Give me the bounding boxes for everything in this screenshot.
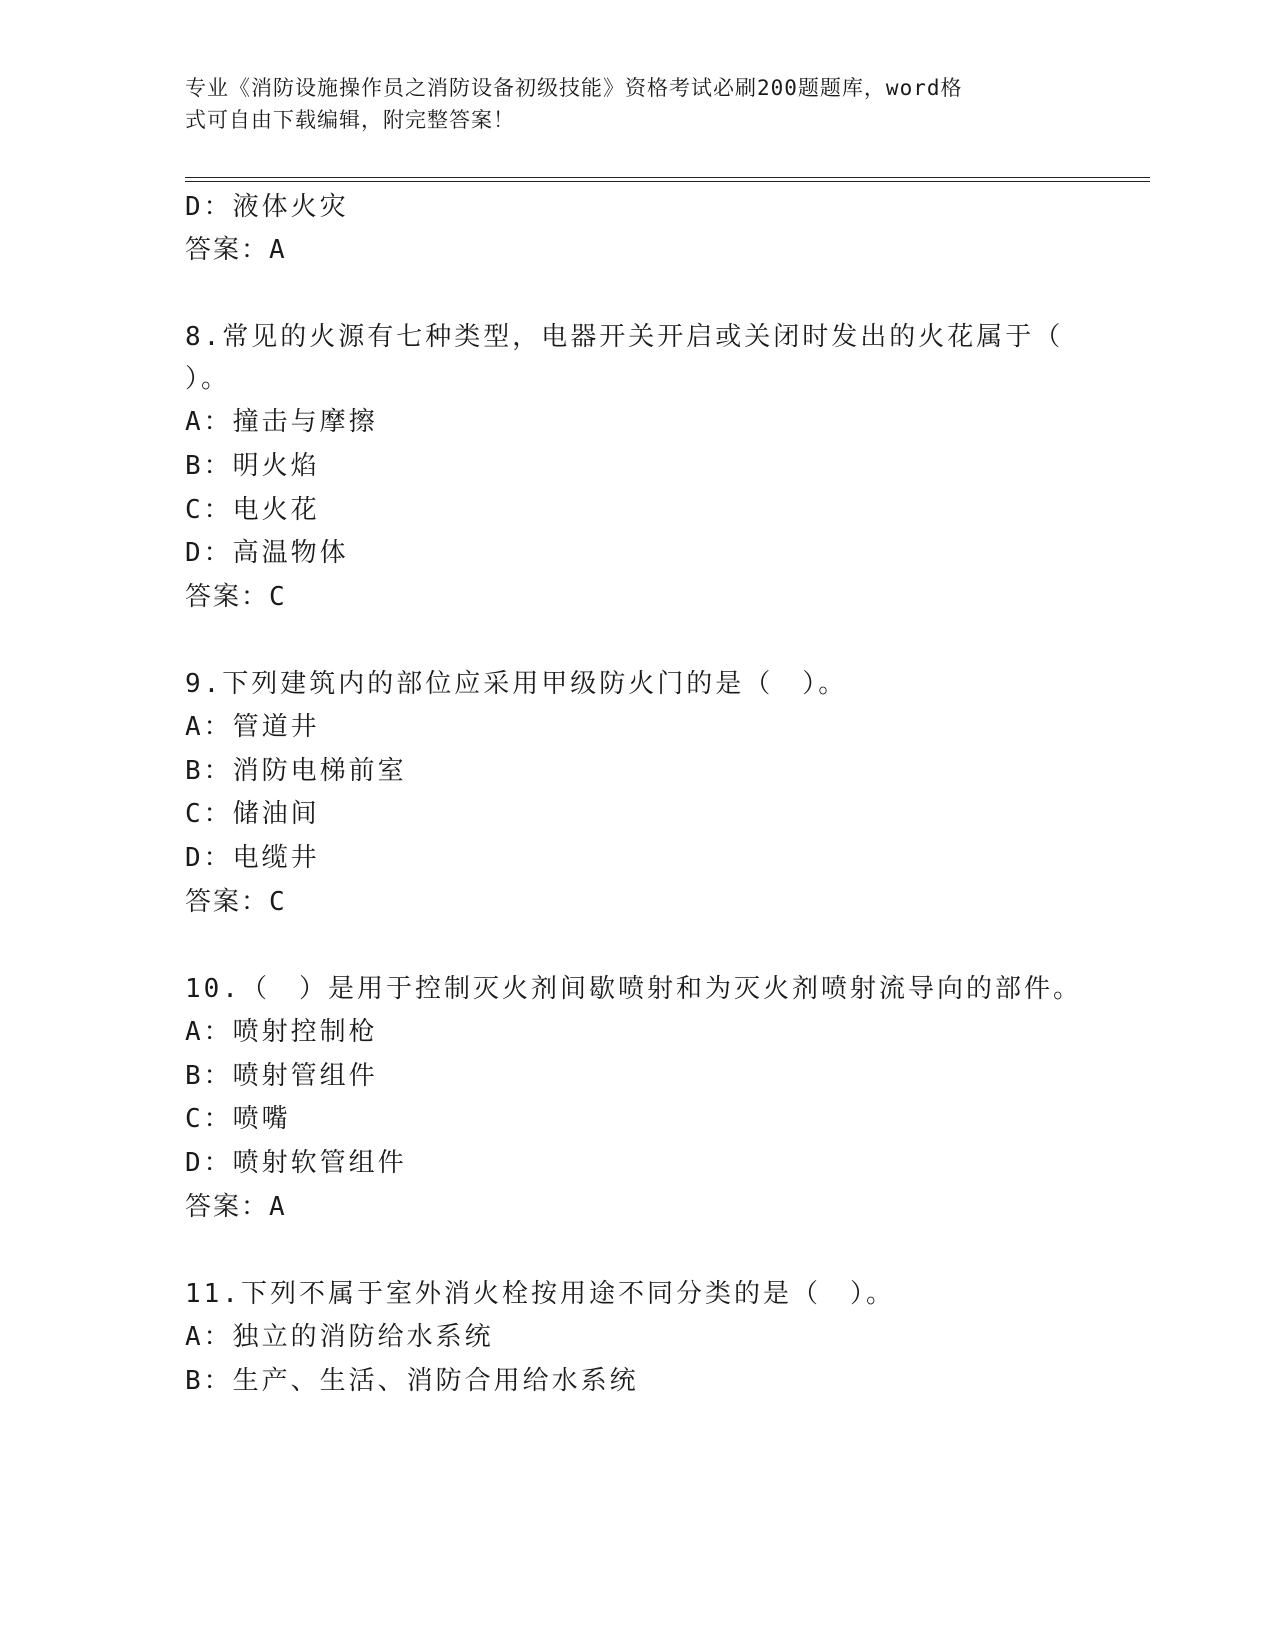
question-stem: 10.（ ）是用于控制灭火剂间歇喷射和为灭火剂喷射流导向的部件。: [185, 974, 1082, 1004]
header-rule-bottom: [185, 181, 1150, 182]
answer-line: 答案：A: [185, 235, 287, 265]
option-a: A：管道井: [185, 712, 320, 742]
document-header: [185, 72, 1065, 136]
option-a: A：撞击与摩擦: [185, 407, 378, 437]
answer-line: 答案：C: [185, 582, 287, 612]
question-stem: 8.常见的火源有七种类型，电器开关开启或关闭时发出的火花属于（: [185, 322, 1064, 352]
question-stem: 11.下列不属于室外消火栓按用途不同分类的是（ ）。: [185, 1279, 895, 1309]
option-d: D：电缆井: [185, 843, 320, 873]
option-c: C：电火花: [185, 495, 320, 525]
answer-line: 答案：A: [185, 1192, 287, 1222]
option-b: B：消防电梯前室: [185, 756, 407, 786]
option-c: C：喷嘴: [185, 1104, 291, 1134]
option-c: C：储油间: [185, 799, 320, 829]
option-a: A：独立的消防给水系统: [185, 1322, 494, 1352]
option-d: D：液体火灾: [185, 192, 349, 222]
option-b: B：生产、生活、消防合用给水系统: [185, 1366, 639, 1396]
header-line-2: 式可自由下载编辑，附完整答案！: [185, 108, 515, 132]
question-stem: 9.下列建筑内的部位应采用甲级防火门的是（ ）。: [185, 669, 848, 699]
header-rule-top: [185, 177, 1150, 178]
option-b: B：明火焰: [185, 451, 320, 481]
option-d: D：喷射软管组件: [185, 1148, 407, 1178]
option-a: A：喷射控制枪: [185, 1017, 378, 1047]
answer-line: 答案：C: [185, 887, 287, 917]
header-line-1: 专业《消防设施操作员之消防设备初级技能》资格考试必刷200题题库，word格: [185, 76, 963, 100]
option-b: B：喷射管组件: [185, 1061, 378, 1091]
option-d: D：高温物体: [185, 538, 349, 568]
question-stem-continued: ）。: [185, 364, 231, 394]
